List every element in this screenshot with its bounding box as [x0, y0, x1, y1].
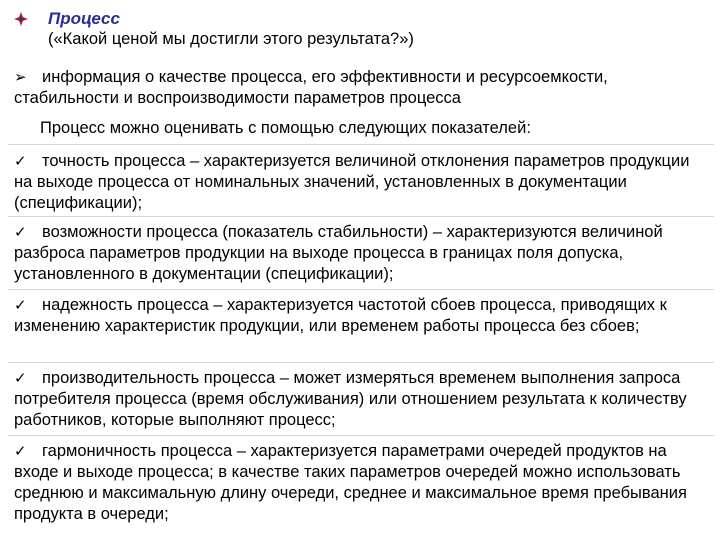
- page-title: Процесс: [48, 9, 120, 28]
- divider: [8, 216, 714, 217]
- page-subtitle: («Какой ценой мы достигли этого результата?»): [48, 30, 414, 48]
- intro-text: информация о качестве процесса, его эффективности и ресурсоемкости, стабильности и воспроизводимости параметров процесса: [14, 68, 608, 107]
- list-item: [14, 151, 706, 214]
- heading-block: [14, 8, 704, 50]
- check-bullet-icon: ✓: [14, 442, 27, 460]
- check-bullet-icon: ✓: [14, 223, 27, 241]
- list-item-text: производительность процесса – может измеряться временем выполнения запроса потребителя процесса (время обслуживания) или отношением результата к количеству работников, которые выполняют процесс;: [14, 369, 687, 429]
- list-item-text: гармоничность процесса – характеризуется параметрами очередей продуктов на входе и выходе процесса; в качестве таких параметров очередей можно использовать среднюю и максимальную длину очереди, среднее и максимальное время пребывания продукта в очереди;: [14, 442, 687, 523]
- intro-paragraph: [14, 67, 706, 109]
- divider: [8, 144, 714, 145]
- arrow-bullet-icon: ➢: [14, 68, 27, 86]
- list-item-text: возможности процесса (показатель стабильности) – характеризуются величиной разброса параметров продукции на выходе процесса в границах поля допуска, установленного в документации (спецификации);: [14, 223, 663, 283]
- list-item-text: точность процесса – характеризуется величиной отклонения параметров продукции на выходе процесса от номинальных значений, установленных в документации (спецификации);: [14, 152, 690, 212]
- lead-text: Процесс можно оценивать с помощью следующих показателей:: [40, 119, 531, 137]
- list-item: [14, 441, 706, 525]
- list-item-text: надежность процесса – характеризуется частотой сбоев процесса, приводящих к изменению характеристик продукции, или временем работы процесса без сбоев;: [14, 296, 667, 335]
- list-item: [14, 295, 706, 337]
- title-line: [14, 8, 704, 29]
- divider: [8, 362, 714, 363]
- divider: [8, 289, 714, 290]
- check-bullet-icon: ✓: [14, 369, 27, 387]
- check-bullet-icon: ✓: [14, 296, 27, 314]
- list-item: [14, 368, 706, 431]
- diamond-star-icon: [14, 12, 28, 26]
- check-bullet-icon: ✓: [14, 152, 27, 170]
- divider: [8, 435, 714, 436]
- list-item: [14, 222, 706, 285]
